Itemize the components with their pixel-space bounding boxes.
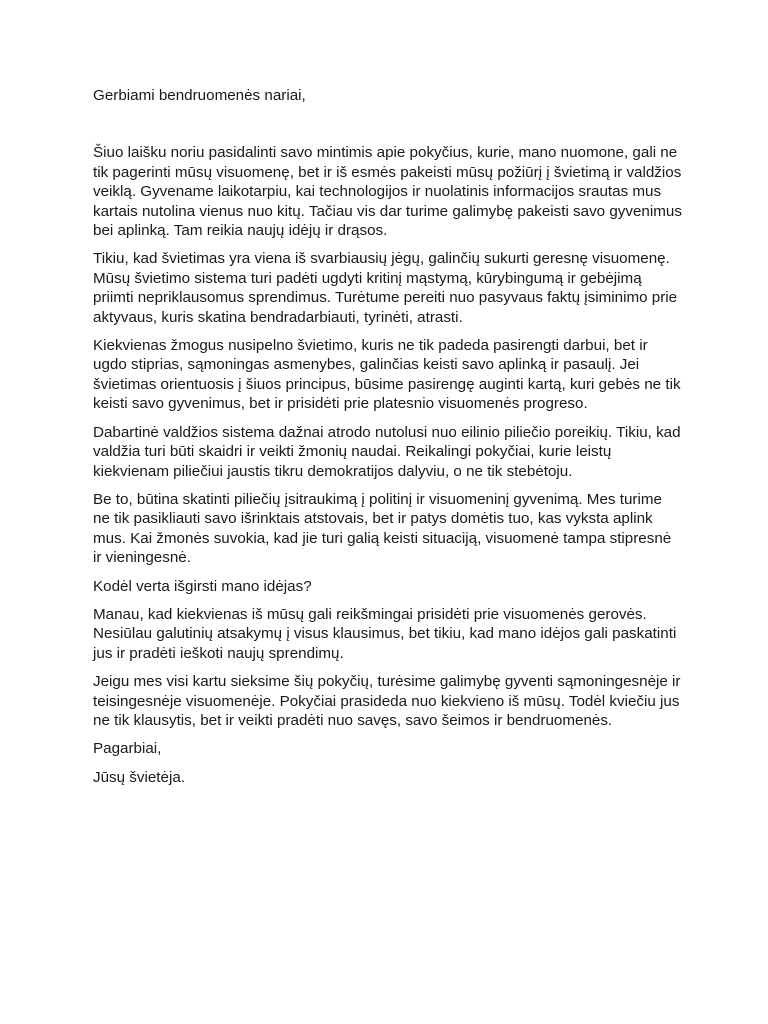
letter-greeting: Gerbiami bendruomenės nariai,: [93, 87, 306, 104]
letter-paragraph: Kiekvienas žmogus nusipelno švietimo, kuris ne tik padeda pasirengti darbui, bet ir ugdo stiprias, sąmoningas asmenybes, galinčias keisti savo aplinką ir pasaulį. Jei švietimas orientuosis į šiuos principus, būsime pasirengę auginti kartą, kuri gebės ne tik keisti savo gyvenimus, bet ir prisidėti prie platesnio visuomenės progreso.: [93, 337, 681, 413]
letter-signature: Jūsų švietėja.: [93, 768, 186, 786]
letter-question: Kodėl verta išgirsti mano idėjas?: [93, 577, 312, 595]
letter-closing: Pagarbiai,: [93, 740, 162, 758]
letter-paragraph: Manau, kad kiekvienas iš mūsų gali reikšmingai prisidėti prie visuomenės gerovės. Nesiūlau galutinių atsakymų į visus klausimus, bet tikiu, kad mano idėjos gali paskatinti jus ir pradėti ieškoti naujų sprendimų.: [93, 605, 677, 662]
letter-paragraph: Tikiu, kad švietimas yra viena iš svarbiausių jėgų, galinčių sukurti geresnę visuomenę. Mūsų švietimo sistema turi padėti ugdyti kritinį mąstymą, kūrybingumą ir gebėjimą priimti nepriklausomus sprendimus. Turėtume pereiti nuo pasyvaus faktų įsiminimo prie aktyvaus, kuris skatina bendradarbiauti, tyrinėti, atrasti.: [93, 250, 678, 326]
letter-paragraph: Be to, būtina skatinti piliečių įsitraukimą į politinį ir visuomeninį gyvenimą. Mes turime ne tik pasikliauti savo išrinktais atstovais, bet ir patys domėtis tuo, kas vyksta aplink mus. Kai žmonės suvokia, kad jie turi galią keisti situaciją, visuomenė tampa stipresnė ir vieningesnė.: [93, 490, 672, 567]
letter-paragraph: Jeigu mes visi kartu sieksime šių pokyčių, turėsime galimybę gyventi sąmoningesnėje ir teisingesnėje visuomenėje. Pokyčiai prasideda nuo kiekvieno iš mūsų. Todėl kviečiu jus ne tik klausytis, bet ir veikti pradėti nuo savęs, savo šeimos ir bendruomenės.: [93, 673, 681, 729]
letter-paragraph: Šiuo laišku noriu pasidalinti savo mintimis apie pokyčius, kurie, mano nuomone, gali ne tik pagerinti mūsų visuomenę, bet ir iš esmės pakeisti mūsų požiūrį į švietimą ir valdžios veiklą. Gyvename laikotarpiu, kai technologijos ir nuolatinis informacijos srautas mus kartais nutolina vienus nuo kitų. Tačiau vis dar turime galimybę pakeisti savo gyvenimus bei aplinką. Tam reikia naujų idėjų ir drąsos.: [93, 144, 682, 240]
letter-body: [93, 86, 683, 796]
letter-paragraph: Dabartinė valdžios sistema dažnai atrodo nutolusi nuo eilinio piliečio poreikių. Tikiu, kad valdžia turi būti skaidri ir veikti žmonių naudai. Reikalingi pokyčiai, kurie leistų kiekvienam piliečiui jaustis tikru demokratijos dalyviu, o ne tik stebėtoju.: [93, 423, 681, 480]
